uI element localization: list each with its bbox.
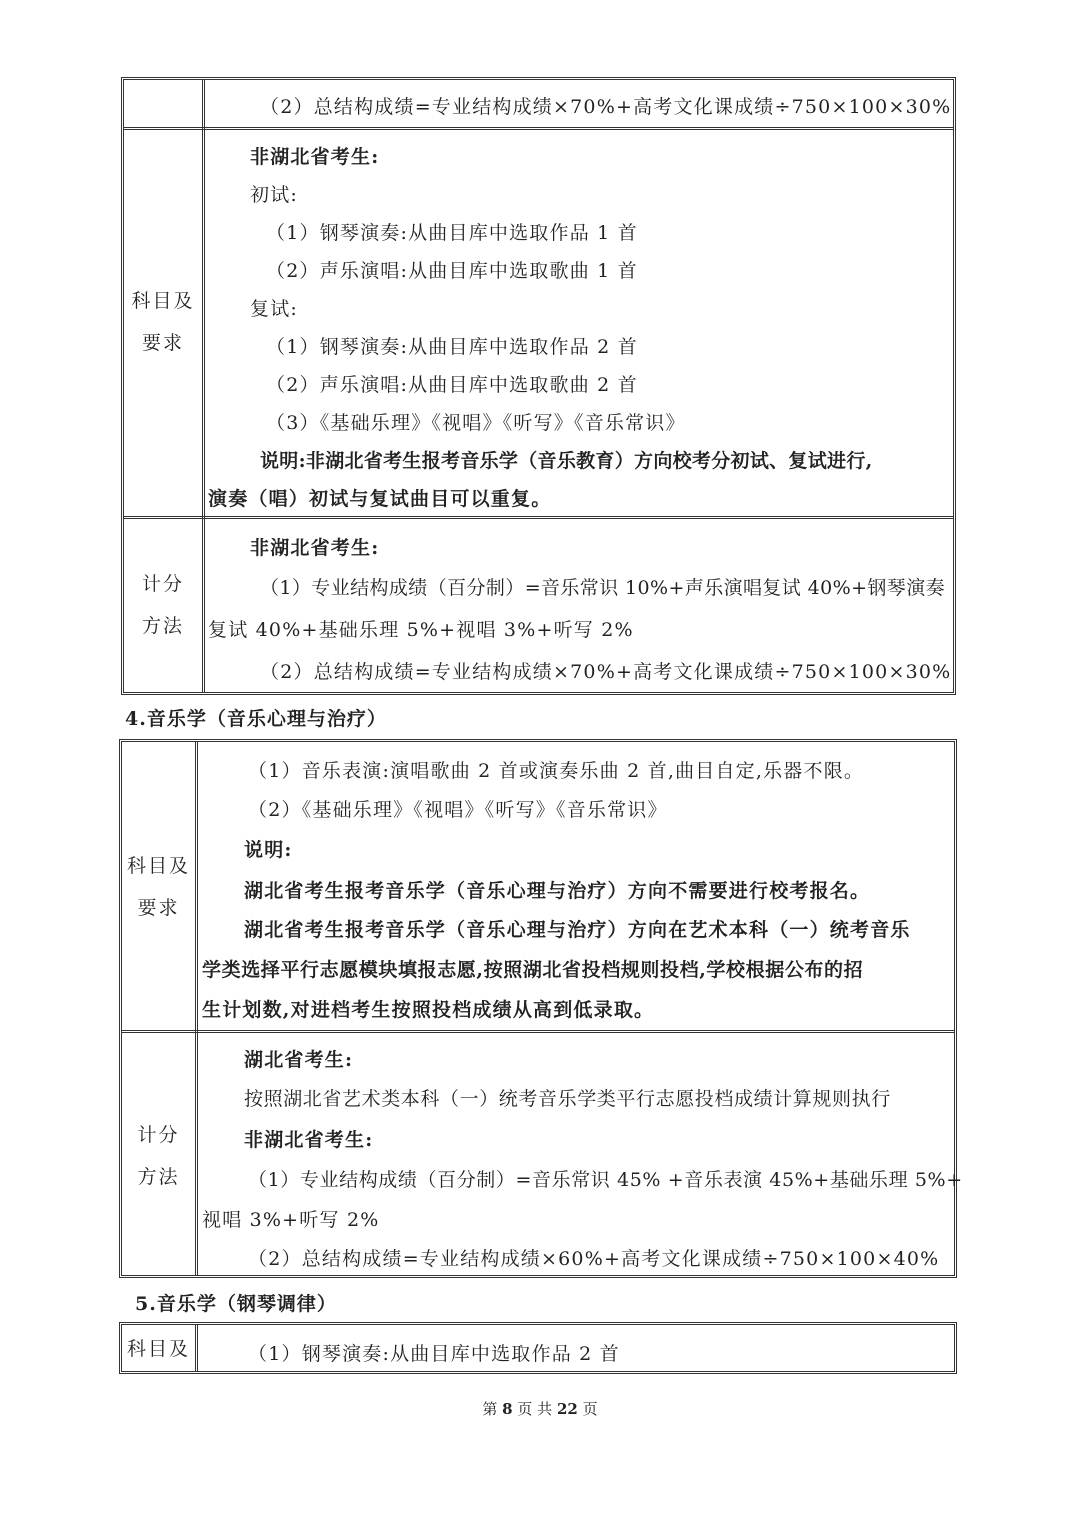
total-pages-number: 22	[556, 1400, 578, 1418]
list-item: （2）声乐演唱:从曲目库中选取歌曲 2 首	[266, 374, 638, 396]
non-hubei-heading: 非湖北省考生:	[250, 537, 380, 559]
scoring-label	[122, 1114, 195, 1198]
section-5-title: 5.音乐学（钢琴调律）	[135, 1293, 337, 1315]
column-divider	[195, 742, 198, 1275]
footer-suffix: 页	[582, 1400, 598, 1418]
list-item: 复试:	[250, 298, 299, 320]
list-item: 视唱 3%+听写 2%	[202, 1209, 380, 1231]
list-item: （1）专业结构成绩（百分制）=音乐常识 10%+声乐演唱复试 40%+钢琴演奏	[260, 577, 945, 599]
subjects-label-line-2: 要求	[137, 897, 180, 919]
note-heading: 说明:	[244, 839, 293, 861]
list-item: 复试 40%+基础乐理 5%+视唱 3%+听写 2%	[208, 619, 634, 641]
scoring-label-line-2: 方法	[137, 1166, 180, 1188]
subjects-label-line-1: 科目及	[131, 290, 195, 312]
current-page-number: 8	[502, 1400, 513, 1418]
scoring-label-line-1: 计分	[137, 1124, 180, 1146]
table-music-therapy	[119, 739, 963, 1278]
list-item: （2）声乐演唱:从曲目库中选取歌曲 1 首	[266, 260, 638, 282]
list-item: （1）钢琴演奏:从曲目库中选取作品 1 首	[266, 222, 638, 244]
list-item: （1）钢琴演奏:从曲目库中选取作品 2 首	[248, 1343, 620, 1365]
footer-prefix: 第	[482, 1400, 498, 1418]
subjects-label	[122, 845, 195, 929]
list-item: （1）音乐表演:演唱歌曲 2 首或演奏乐曲 2 首,曲目自定,乐器不限。	[248, 760, 865, 782]
total-score-formula: （2）总结构成绩=专业结构成绩×70%+高考文化课成绩÷750×100×30%	[260, 661, 952, 683]
scoring-label-line-2: 方法	[141, 615, 184, 637]
row-divider	[124, 127, 953, 130]
hubei-heading: 湖北省考生:	[244, 1049, 354, 1071]
note-text: 演奏（唱）初试与复试曲目可以重复。	[208, 488, 552, 510]
row-divider	[122, 1030, 954, 1033]
subjects-label	[124, 280, 202, 364]
page-footer	[0, 1398, 1080, 1419]
note-text: 湖北省考生报考音乐学（音乐心理与治疗）方向不需要进行校考报名。	[244, 880, 871, 902]
note-text: 生计划数,对进档考生按照投档成绩从高到低录取。	[202, 999, 655, 1021]
list-item: （1）专业结构成绩（百分制）=音乐常识 45% +音乐表演 45%+基础乐理 5%+	[248, 1169, 963, 1191]
table-piano-tuning	[119, 1322, 957, 1374]
note-text: 湖北省考生报考音乐学（音乐心理与治疗）方向在艺术本科（一）统考音乐	[244, 919, 911, 941]
list-item: （3）《基础乐理》《视唱》《听写》《音乐常识》	[266, 412, 686, 434]
list-item: 按照湖北省艺术类本科（一）统考音乐学类平行志愿投档成绩计算规则执行	[244, 1088, 891, 1110]
total-score-formula: （2）总结构成绩=专业结构成绩×70%+高考文化课成绩÷750×100×30%	[260, 96, 952, 118]
section-4-title: 4.音乐学（音乐心理与治疗）	[125, 708, 387, 730]
scoring-label	[124, 563, 202, 647]
footer-middle: 页 共	[517, 1400, 553, 1418]
non-hubei-heading: 非湖北省考生:	[250, 146, 380, 168]
column-divider	[195, 1325, 198, 1371]
list-item: （2）《基础乐理》《视唱》《听写》《音乐常识》	[248, 799, 668, 821]
subjects-label-line-1: 科目及	[126, 855, 190, 877]
total-score-formula: （2）总结构成绩=专业结构成绩×60%+高考文化课成绩÷750×100×40%	[248, 1248, 940, 1270]
list-item: （1）钢琴演奏:从曲目库中选取作品 2 首	[266, 336, 638, 358]
subjects-label: 科目及	[126, 1338, 190, 1360]
non-hubei-heading: 非湖北省考生:	[244, 1129, 374, 1151]
column-divider	[202, 80, 205, 692]
list-item: 初试:	[250, 184, 299, 206]
table-music-education	[121, 77, 956, 695]
note-text: 学类选择平行志愿模块填报志愿,按照湖北省投档规则投档,学校根据公布的招	[202, 959, 864, 981]
row-divider	[124, 516, 953, 519]
subjects-label-line-2: 要求	[141, 332, 184, 354]
note-text: 说明:非湖北省考生报考音乐学（音乐教育）方向校考分初试、复试进行,	[260, 450, 873, 472]
scoring-label-line-1: 计分	[141, 573, 184, 595]
